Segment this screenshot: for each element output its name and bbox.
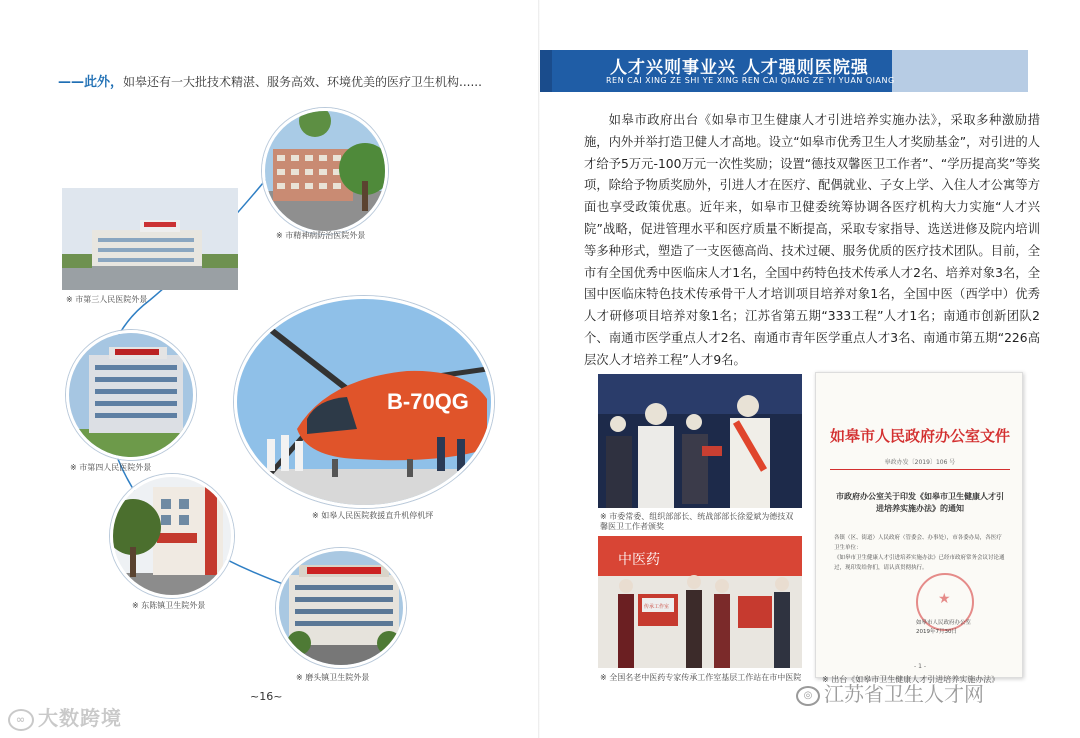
stage-banner-text: 中医药 xyxy=(618,551,660,567)
third-hospital-photo xyxy=(62,188,238,290)
watermark-left-text: 大数跨境 xyxy=(38,706,122,730)
document-salutation: 各镇（区、街道）人民政府（管委会、办事处），市各委办局，各医疗卫生单位： xyxy=(834,535,1002,551)
motou-clinic-photo xyxy=(276,548,406,668)
page-number: ~16~ xyxy=(250,690,283,703)
wechat-icon: ◎ xyxy=(796,686,820,706)
caption-dongchen: ※ 东陈镇卫生院外景 xyxy=(132,601,206,610)
watermark-right-text: 江苏省卫生人才网 xyxy=(824,682,984,706)
document-body xyxy=(834,533,1006,573)
document-signer: 如皋市人民政府办公室 xyxy=(916,620,972,626)
banner-light-bar xyxy=(892,50,1028,92)
document-signature xyxy=(916,619,996,637)
document-header: 如皋市人民政府办公室文件 xyxy=(829,427,1010,445)
intro-text: 如皋还有一大批技术精湛、服务高效、环境优美的医疗卫生机构...... xyxy=(123,75,482,89)
caption-fourth-hospital: ※ 市第四人民医院外景 xyxy=(70,463,152,472)
watermark-left xyxy=(8,702,122,731)
section-banner xyxy=(540,50,1060,92)
intro-emphasis: ——此外， xyxy=(58,75,124,90)
helicopter-registration: B-70QG xyxy=(387,389,469,414)
caption-studio: ※ 全国名老中医药专家传承工作室基层工作站在市中医院 xyxy=(600,673,802,682)
watermark-right xyxy=(796,678,984,707)
fourth-hospital-photo xyxy=(66,330,196,460)
helicopter-photo xyxy=(234,296,494,508)
document-content: 《如皋市卫生健康人才引进培养实施办法》已经市政府常务会议讨论通过，现印发给你们，请认真贯彻执行。 xyxy=(834,555,1005,571)
caption-motou: ※ 磨头镇卫生院外景 xyxy=(296,673,370,682)
document-red-rule xyxy=(830,469,1010,470)
document-page-number: - 1 - xyxy=(914,663,926,670)
studio-unveiling-photo xyxy=(598,536,802,668)
caption-mental-hospital: ※ 市精神病防治医院外景 xyxy=(276,231,366,240)
caption-third-hospital: ※ 市第三人民医院外景 xyxy=(66,295,148,304)
document-date: 2019年7月30日 xyxy=(916,629,957,635)
document-number: 皋政办发〔2019〕106 号 xyxy=(884,459,956,466)
caption-helicopter: ※ 如皋人民医院救援直升机停机坪 xyxy=(312,511,434,520)
banner-accent-bar xyxy=(540,50,552,92)
document-title: 市政府办公室关于印发《如皋市卫生健康人才引进培养实施办法》的通知 xyxy=(836,492,1004,513)
banner-subtitle: REN CAI XING ZE SHI YE XING REN CAI QIANG ZE YI YUAN QIANG xyxy=(606,76,895,85)
government-document-image xyxy=(815,372,1023,678)
dongchen-clinic-photo xyxy=(110,474,234,598)
watermark-logo-icon: ∞ xyxy=(8,709,34,731)
right-page xyxy=(540,0,1080,738)
mental-hospital-photo xyxy=(262,108,388,234)
banner-title: 人才兴则事业兴 人才强则医院强 xyxy=(610,58,869,78)
caption-award: ※ 市委常委、组织部部长、统战部部长徐爱斌为德技双馨医卫工作者颁奖 xyxy=(600,512,794,531)
stage-plaque-text: 传承工作室 xyxy=(644,604,670,610)
award-ceremony-photo xyxy=(598,374,802,508)
caption-document: ※ 出台《如皋市卫生健康人才引进培养实施办法》 xyxy=(822,675,1000,684)
body-paragraph: 如皋市政府出台《如皋市卫生健康人才引进培养实施办法》，采取多种激励措施，内外并举打造卫健人才高地。设立“如皋市优秀卫生人才奖励基金”，对引进的人才给予5万元-100万元一次性奖励；设置“德技双馨医卫工作者”、“学历提高奖”等奖项，除给予物质奖励外，引进人才在医疗、配偶就业、子女上学、入住人才公寓等方面也享受政策优惠。近年来，如皋市卫健委统筹协调各医疗机构大力实施“人才兴院”战略，促进管理水平和医疗质量不断提高，采取专家指导、选送进修及院内培训等多种形式，塑造了一支医德高尚、技术过硬、服务优质的医疗技术团队。目前，全市有全国优秀中医临床人才1名，全国中药特色技术传承人才2名、培养对象3名，全国中医临床特色技术传承骨干人才培训项目培养对象1名，全国中医（西学中）优秀人才研修项目培养对象1名；江苏省第五期“333工程”人才1名；南通市创新团队2个、南通市医学重点人才2名、南通市青年医学重点人才3名、南通市第五期“226高层次人才培养工程”人才9名。 xyxy=(584,113,1040,367)
